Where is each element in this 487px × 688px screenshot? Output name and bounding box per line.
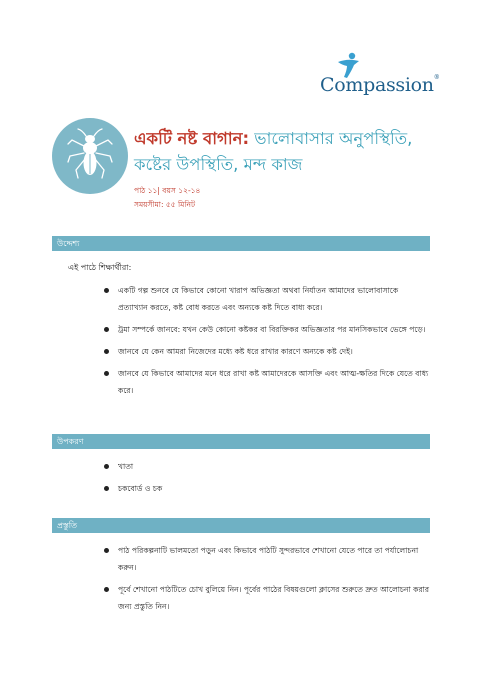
list-item: একটি গল্প শুনবে যে কিভাবে কোনো খারাপ অভিজ্ঞতা অথবা নির্যাতন আমাদের ভালোবাসাকে প্রত্যাখ্যান করতে, কষ্ট বোধ করতে এবং অন্যকে কষ্ট দিতে বাধ্য করে। xyxy=(104,282,430,316)
list-item: ট্রমা সম্পর্কে জানবে: যখন কেউ কোনো কষ্টকর বা বিরক্তিকর অভিজ্ঞতার পর মানসিকভাবে ভেঙ্গে পড়ে। xyxy=(104,321,430,338)
list-item: খাতা xyxy=(104,458,430,475)
insect-icon xyxy=(62,126,118,186)
list-item: জানবে যে কিভাবে আমাদের মনে ধরে রাখা কষ্ট আমাদেরকে আসক্তি এবং আত্ম-ক্ষতির দিকে যেতে বাধ্য করে। xyxy=(104,365,430,399)
compassion-logo xyxy=(318,52,438,100)
lesson-age-info: পাঠ ১১| বয়স ১২-১৪ xyxy=(134,186,201,195)
logo-wordmark: Compassion® xyxy=(320,74,440,96)
section-header-preparation: প্রস্তুতি xyxy=(52,518,430,533)
section-header-materials: উপকরণ xyxy=(52,434,430,449)
title-highlight: একটি নষ্ট বাগান: xyxy=(134,129,250,148)
lesson-duration: সময়সীমা: ৫৫ মিনিট xyxy=(134,200,196,209)
section-header-objective: উদ্দেশ্য xyxy=(52,236,430,251)
preparation-list xyxy=(104,542,430,620)
objective-intro: এই পাঠে শিক্ষার্থীরা: xyxy=(68,263,132,272)
lesson-title xyxy=(134,126,454,178)
objective-list xyxy=(104,282,430,404)
list-item: পাঠ পরিকল্পনাটি ভালমতো পড়ুন এবং কিভাবে পাঠটি সুন্দরভাবে শেখানো যেতে পারে তা পর্যালোচনা করুন। xyxy=(104,542,430,576)
materials-list xyxy=(104,458,430,502)
list-item: চকবোর্ড ও চক xyxy=(104,480,430,497)
list-item: পূর্বে শেখানো পাঠটিতে চোখ বুলিয়ে নিন। পূর্বের পাঠের বিষয়গুলো ক্লাসের শুরুতে দ্রুত আলোচনা করার জন্য প্রস্তুতি নিন। xyxy=(104,581,430,615)
lesson-badge xyxy=(52,118,128,194)
list-item: জানবে যে কেন আমরা নিজেদের মধ্যে কষ্ট ধরে রাখার কারণে অন্যকে কষ্ট দেই। xyxy=(104,343,430,360)
title-rest: ভালোবাসার অনুপস্থিতি, কষ্টের উপস্থিতি, মন্দ কাজ xyxy=(134,129,413,174)
